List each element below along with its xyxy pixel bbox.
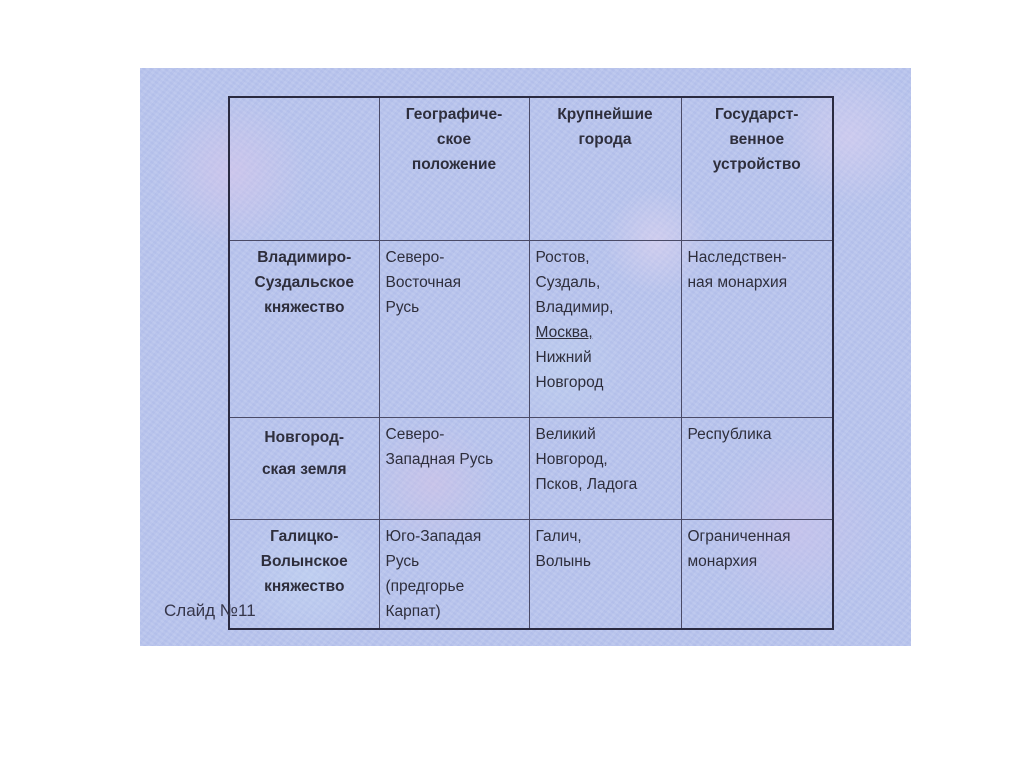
city-line: Великий — [535, 425, 596, 443]
city-line: Суздаль, — [535, 273, 601, 291]
gov-line: Наследствен- — [687, 248, 787, 266]
geo-line: Юго-Западая — [385, 527, 482, 545]
header-government-line: Государст- — [715, 106, 799, 123]
cities-cell — [529, 519, 681, 629]
row-name-vladimir-suzdal — [229, 240, 379, 417]
city-line: Ростов, — [535, 248, 590, 266]
row-name-line: Владимиро- — [257, 248, 352, 266]
row-name-line: ская земля — [261, 460, 347, 478]
header-geography-line: положение — [411, 156, 497, 173]
city-line: Галич, — [535, 527, 582, 545]
slide — [140, 68, 911, 646]
city-line: Волынь — [535, 552, 591, 570]
header-empty-cell — [229, 97, 379, 240]
cities-cell — [529, 417, 681, 519]
geo-line: Русь — [385, 298, 420, 316]
table-row — [229, 417, 833, 519]
government-cell — [681, 519, 833, 629]
header-geography — [379, 97, 529, 240]
row-name-line: Новгород- — [264, 428, 345, 446]
geo-line: Карпат) — [385, 602, 441, 620]
row-name-line: Галицко- — [270, 527, 339, 545]
geo-cell — [379, 417, 529, 519]
geo-cell — [379, 240, 529, 417]
city-link-moscow[interactable]: Москва, — [535, 323, 593, 341]
cities-cell — [529, 240, 681, 417]
row-name-line: княжество — [264, 298, 345, 316]
geo-line: (предгорье — [385, 577, 465, 595]
geo-cell — [379, 519, 529, 629]
city-line: Новгород, — [535, 450, 608, 468]
row-name-line: Волынское — [260, 552, 348, 570]
geo-line: Северо- — [385, 248, 445, 266]
city-line: Псков, Ладога — [535, 475, 638, 493]
header-geography-line: ское — [436, 131, 472, 148]
geo-line: Северо- — [385, 425, 445, 443]
slide-number-label: Слайд №11 — [164, 601, 256, 620]
row-name-line: Суздальское — [254, 273, 354, 291]
gov-line: Ограниченная — [687, 527, 791, 545]
geo-line: Восточная — [385, 273, 462, 291]
government-cell — [681, 417, 833, 519]
header-cities-line: Крупнейшие — [557, 106, 653, 123]
city-line: Новгород — [535, 373, 604, 391]
table-row — [229, 240, 833, 417]
gov-line: ная монархия — [687, 273, 788, 291]
header-government — [681, 97, 833, 240]
government-cell — [681, 240, 833, 417]
header-government-line: венное — [729, 131, 785, 148]
city-line-moscow — [536, 320, 675, 345]
gov-line: монархия — [687, 552, 758, 570]
header-cities-line: города — [578, 131, 632, 148]
geo-line: Русь — [385, 552, 420, 570]
city-line: Нижний — [535, 348, 592, 366]
city-line: Владимир, — [535, 298, 614, 316]
geo-line: Западная Русь — [385, 450, 494, 468]
header-geography-line: Географиче- — [405, 106, 503, 123]
row-name-novgorod — [229, 417, 379, 519]
header-government-line: устройство — [712, 156, 801, 173]
header-cities — [529, 97, 681, 240]
gov-line: Республика — [687, 425, 772, 443]
table-row — [229, 519, 833, 629]
table-header-row — [229, 97, 833, 240]
principalities-table — [228, 96, 834, 630]
row-name-line: княжество — [264, 577, 345, 595]
